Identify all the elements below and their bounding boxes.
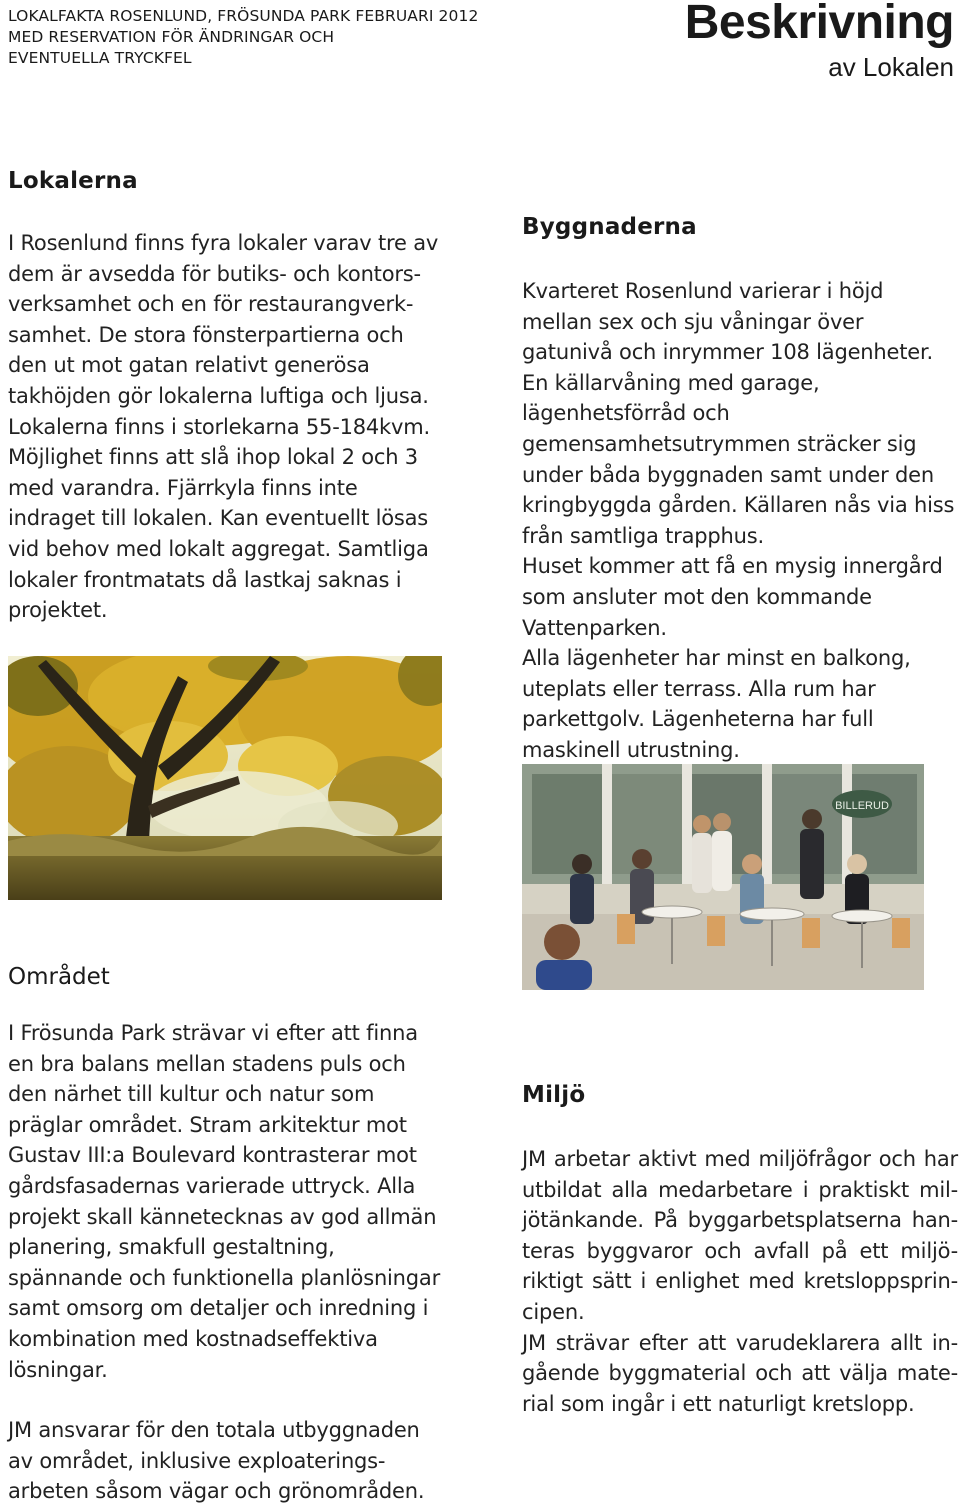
cafe-sign-text: BILLERUD (835, 800, 889, 812)
autumn-tree-photo (8, 656, 442, 900)
document-header (8, 6, 568, 69)
section-heading-miljo: Miljö (522, 1082, 586, 1108)
outdoor-cafe-photo (522, 764, 924, 990)
byggnaderna-paragraph-3: Alla lägenheter har minst en balkong, uteplats eller terrass. Alla rum har parkettgolv. Lägenheterna har full maskinell utrustning. (522, 646, 911, 762)
lokalerna-paragraph: I Rosenlund finns fyra lokaler varav tre av dem är avsedda för butiks- och kontors-verksamhet och en för restaurangverk-samhet. De stora fönsterpartierna och den ut mot gatan relativt generösa takhöjden gör lokalerna luftiga och ljusa. Lokalerna finns i storlekarna 55-184kvm. Möjlighet finns att slå ihop lokal 2 och 3 med varandra. Fjärrkyla finns inte indraget till lokalen. Kan eventuellt lösas vid behov med lokalt aggregat. Samtliga lokaler frontmatats då lastkaj saknas i projektet. (8, 231, 439, 623)
byggnaderna-paragraph-2: Huset kommer att få en mysig innergård som ansluter mot den kommande Vattenparken. (522, 554, 943, 640)
byggnaderna-paragraph-1: Kvarteret Rosenlund varierar i höjd mellan sex och sju våningar över gatunivå och inrymmer 108 lägenheter. En källarvåning med garage, lägenhetsförråd och gemensamhetsutrymmen sträcker sig under båda byggnaden samt under den kringbyggda gården. Källaren nås via hiss från samtliga trapphus. (522, 279, 955, 548)
header-line-3: EVENTUELLA TRYCKFEL (8, 49, 192, 67)
omradet-paragraph-1: I Frösunda Park strävar vi efter att finna en bra balans mellan stadens puls och den närhet till kultur och natur som präglar området. Stram arkitektur mot Gustav III:a Boulevard kontrasterar mot gårdsfasadernas varierade uttryck. Alla projekt skall kännetecknas av god allmän planering, smakfull gestaltning, spännande och funktionella planlösningar samt omsorg om detaljer och inredning i kombination med kostnadseffektiva lösningar. (8, 1021, 441, 1382)
page-subtitle: av Lokalen (828, 52, 954, 82)
header-line-2: MED RESERVATION FÖR ÄNDRINGAR OCH (8, 28, 335, 46)
miljo-paragraph-2: JM strävar efter att varudeklarera allt in-gående byggmaterial och att välja mate-rial som ingår i ett naturligt kretslopp. (522, 1330, 958, 1416)
section-heading-omradet: Området (8, 964, 110, 990)
omradet-paragraph-2: JM ansvarar för den totala utbyggnaden av området, inklusive exploaterings-arbeten såsom vägar och grönområden. (8, 1418, 425, 1504)
section-lokalerna (8, 228, 444, 626)
section-heading-lokalerna: Lokalerna (8, 168, 138, 194)
section-byggnaderna (522, 276, 958, 766)
section-miljo (522, 1144, 958, 1419)
page-title: Beskrivning (684, 0, 954, 49)
section-omradet (8, 1018, 444, 1507)
section-heading-byggnaderna: Byggnaderna (522, 214, 697, 240)
header-line-1: LOKALFAKTA ROSENLUND, FRÖSUNDA PARK FEBRUARI 2012 (8, 7, 479, 25)
miljo-paragraph-1: JM arbetar aktivt med miljöfrågor och har utbildat alla medarbetare i praktiskt mil-jötänkande. På byggarbetsplatserna han-teras byggvaror och avfall på ett miljö-riktigt sätt i enlighet med kretsloppsprin-cipen. (522, 1147, 958, 1324)
